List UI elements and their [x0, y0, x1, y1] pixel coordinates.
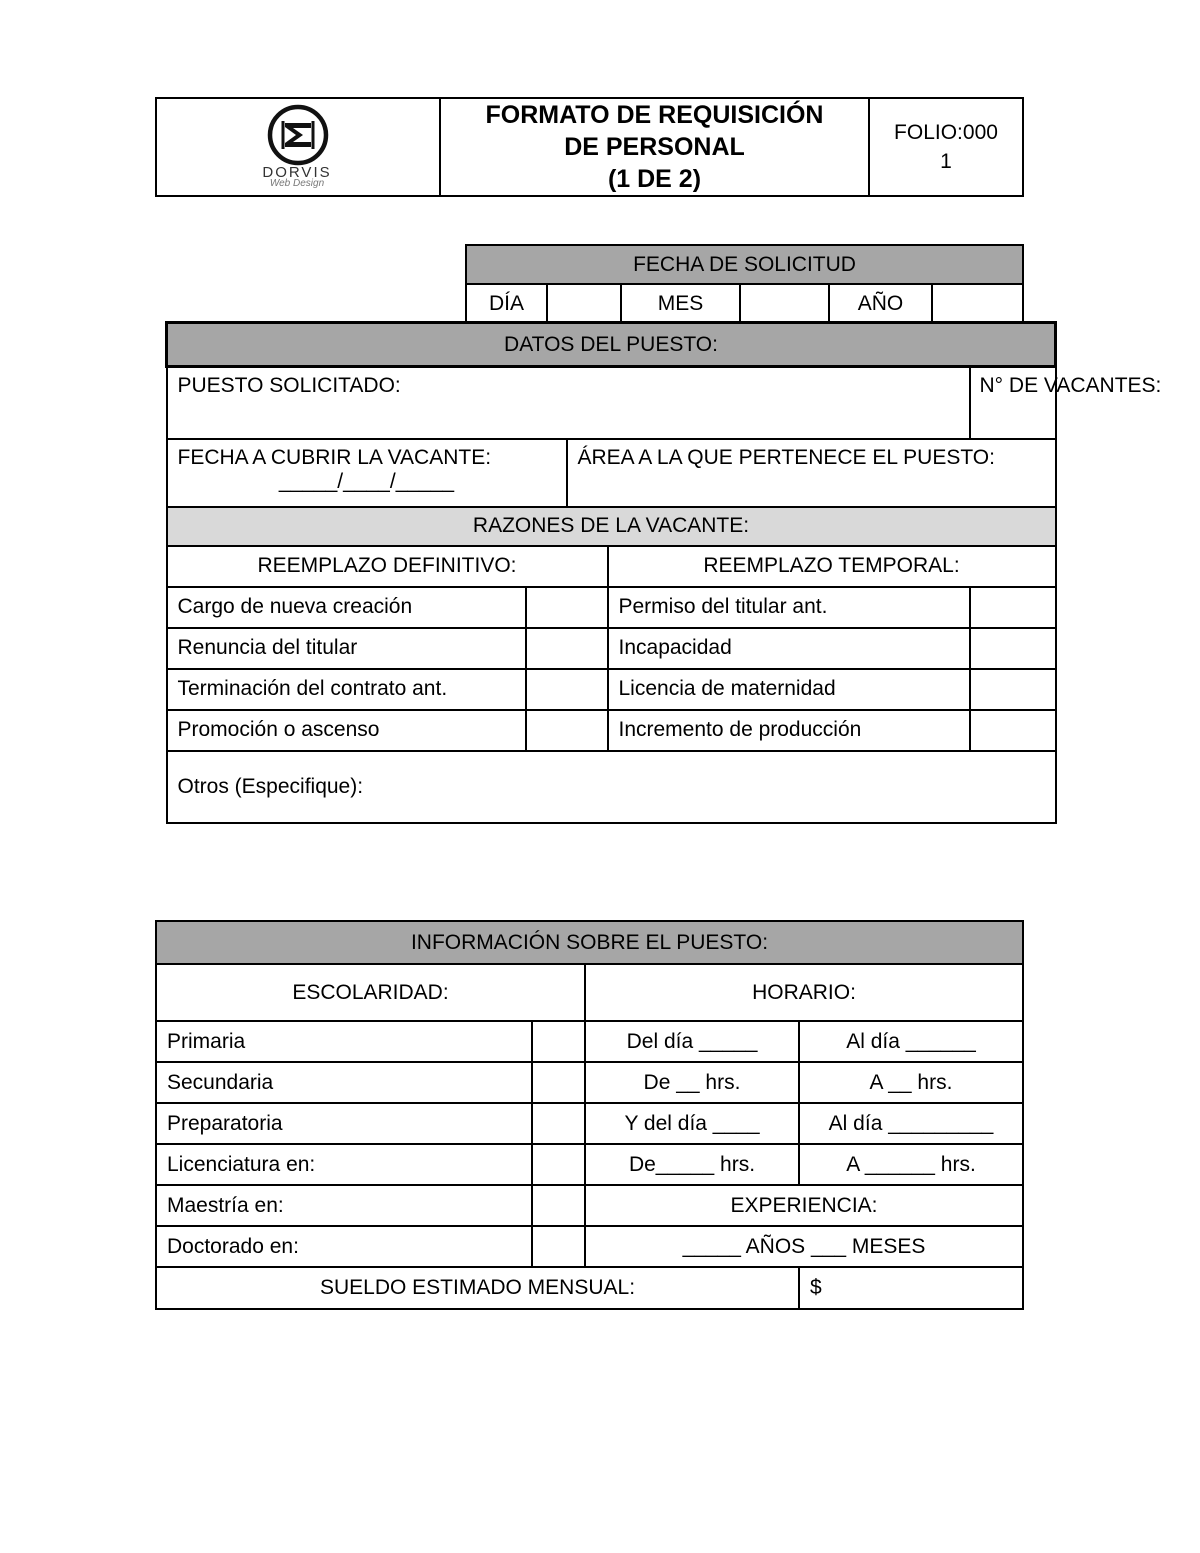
horario-cell[interactable]: Al día _________	[799, 1103, 1023, 1144]
otros-label: Otros (Especifique):	[177, 774, 364, 798]
temporal-checkbox[interactable]	[970, 710, 1056, 751]
horario-cell[interactable]: De __ hrs.	[585, 1062, 799, 1103]
datos-title: DATOS DEL PUESTO:	[167, 323, 1056, 367]
definitivo-option: Cargo de nueva creación	[167, 587, 526, 628]
definitivo-option: Terminación del contrato ant.	[167, 669, 526, 710]
info-puesto-table	[155, 920, 1024, 1310]
temporal-option: Licencia de maternidad	[608, 669, 970, 710]
fecha-cubrir-field[interactable]	[167, 439, 567, 507]
sueldo-label: SUELDO ESTIMADO MENSUAL:	[156, 1267, 799, 1309]
fecha-cubrir-blank: _____/____/_____	[278, 469, 455, 493]
title-line-2: DE PERSONAL	[564, 133, 745, 161]
definitivo-option: Renuncia del titular	[167, 628, 526, 669]
anio-field[interactable]	[932, 284, 1023, 323]
horario-cell[interactable]: De_____ hrs.	[585, 1144, 799, 1185]
horario-cell[interactable]: Del día _____	[585, 1021, 799, 1062]
temporal-option: Incremento de producción	[608, 710, 970, 751]
escolaridad-checkbox[interactable]	[532, 1021, 585, 1062]
dia-label: DÍA	[466, 284, 547, 323]
vacantes-field[interactable]	[970, 367, 1162, 439]
form-title	[441, 99, 868, 195]
puesto-solicitado-label: PUESTO SOLICITADO:	[177, 374, 401, 397]
escolaridad-checkbox[interactable]	[532, 1103, 585, 1144]
fecha-solicitud-table	[465, 244, 1024, 324]
definitivo-title: REEMPLAZO DEFINITIVO:	[167, 546, 608, 587]
logo-cell	[156, 98, 440, 196]
escolaridad-option: Secundaria	[156, 1062, 532, 1103]
header-table	[155, 97, 1024, 197]
logo-subtitle: Web Design	[269, 177, 325, 189]
escolaridad-checkbox[interactable]	[532, 1226, 585, 1267]
title-line-3: (1 DE 2)	[607, 165, 702, 193]
fecha-title: FECHA DE SOLICITUD	[466, 245, 1023, 284]
fecha-cubrir-label: FECHA A CUBRIR LA VACANTE:	[177, 445, 492, 469]
horario-title: HORARIO:	[585, 964, 1023, 1021]
temporal-title: REEMPLAZO TEMPORAL:	[608, 546, 1056, 587]
temporal-checkbox[interactable]	[970, 669, 1056, 710]
escolaridad-option: Doctorado en:	[156, 1226, 532, 1267]
temporal-option: Permiso del titular ant.	[608, 587, 970, 628]
puesto-solicitado-field[interactable]	[167, 367, 970, 439]
escolaridad-option: Maestría en:	[156, 1185, 532, 1226]
info-title: INFORMACIÓN SOBRE EL PUESTO:	[156, 921, 1023, 964]
sueldo-field[interactable]: $	[799, 1267, 1023, 1309]
definitivo-checkbox[interactable]	[526, 587, 608, 628]
logo-name: DORVIS	[262, 163, 332, 181]
mes-label: MES	[621, 284, 740, 323]
definitivo-checkbox[interactable]	[526, 669, 608, 710]
experiencia-field[interactable]: _____ AÑOS ___ MESES	[585, 1226, 1023, 1267]
horario-cell[interactable]: Al día ______	[799, 1021, 1023, 1062]
datos-puesto-table	[165, 321, 1162, 824]
temporal-checkbox[interactable]	[970, 628, 1056, 669]
temporal-option: Incapacidad	[608, 628, 970, 669]
folio-label: FOLIO:000	[894, 121, 998, 144]
escolaridad-checkbox[interactable]	[532, 1185, 585, 1226]
dia-field[interactable]	[547, 284, 621, 323]
escolaridad-checkbox[interactable]	[532, 1062, 585, 1103]
escolaridad-option: Preparatoria	[156, 1103, 532, 1144]
folio-number: 1	[940, 150, 952, 173]
otros-field[interactable]	[167, 751, 1056, 823]
escolaridad-option: Licenciatura en:	[156, 1144, 532, 1185]
folio-cell	[869, 98, 1023, 196]
title-line-1: FORMATO DE REQUISICIÓN	[485, 101, 824, 129]
horario-cell[interactable]: Y del día ____	[585, 1103, 799, 1144]
escolaridad-option: Primaria	[156, 1021, 532, 1062]
experiencia-title: EXPERIENCIA:	[585, 1185, 1023, 1226]
definitivo-checkbox[interactable]	[526, 710, 608, 751]
horario-cell[interactable]: A ______ hrs.	[799, 1144, 1023, 1185]
area-field[interactable]	[567, 439, 1056, 507]
area-label: ÁREA A LA QUE PERTENECE EL PUESTO:	[577, 445, 995, 469]
title-cell	[440, 98, 869, 196]
horario-cell[interactable]: A __ hrs.	[799, 1062, 1023, 1103]
escolaridad-title: ESCOLARIDAD:	[156, 964, 585, 1021]
razones-title: RAZONES DE LA VACANTE:	[167, 507, 1056, 546]
vacantes-label: N° DE VACANTES:	[979, 374, 1162, 397]
definitivo-option: Promoción o ascenso	[167, 710, 526, 751]
dorvis-logo	[157, 101, 439, 194]
escolaridad-checkbox[interactable]	[532, 1144, 585, 1185]
anio-label: AÑO	[829, 284, 932, 323]
temporal-checkbox[interactable]	[970, 587, 1056, 628]
definitivo-checkbox[interactable]	[526, 628, 608, 669]
mes-field[interactable]	[740, 284, 829, 323]
